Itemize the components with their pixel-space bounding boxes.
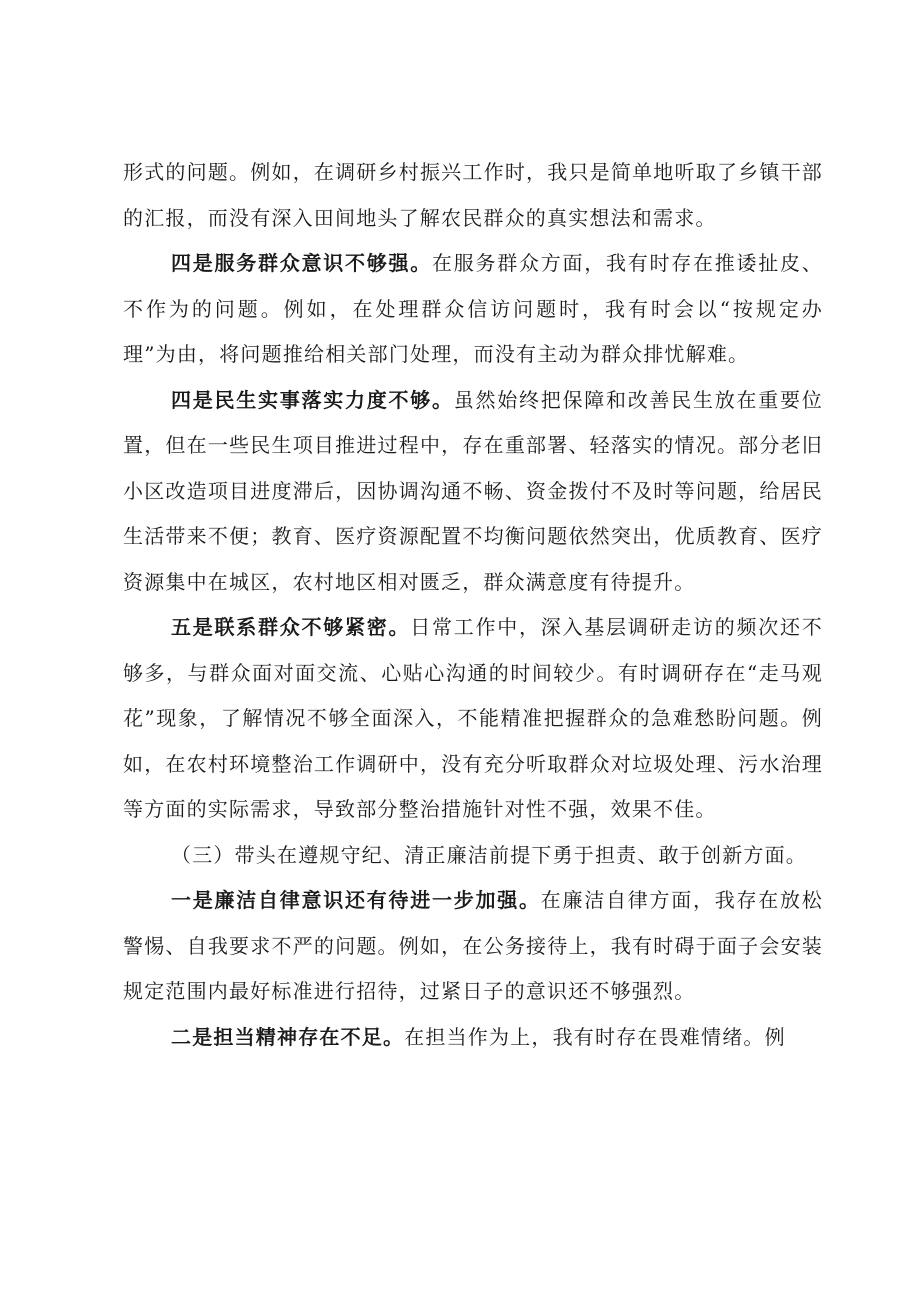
paragraph-continuation xyxy=(123,150,823,241)
paragraph-body: 在担当作为上，我有时存在畏难情绪。例 xyxy=(404,1024,786,1049)
paragraph-body: 在廉洁自律方面，我存在放松警惕、自我要求不严的问题。例如，在公务接待上，我有时碍于面子会安装规定范围内最好标准进行招待，过紧日子的意识还不够强烈。 xyxy=(123,888,823,1003)
paragraph-integrity xyxy=(123,878,823,1015)
paragraph-service-awareness xyxy=(123,241,823,378)
paragraph-lead: 四是民生实事落实力度不够。 xyxy=(171,387,454,412)
paragraph-lead: 二是担当精神存在不足。 xyxy=(171,1024,405,1049)
section-heading xyxy=(123,833,823,879)
document-body xyxy=(123,150,823,1060)
paragraph-lead: 四是服务群众意识不够强。 xyxy=(171,251,433,275)
paragraph-body: 在服务群众方面，我有时存在推诿扯皮、不作为的问题。例如，在处理群众信访问题时，我有时会以“按规定办理”为由，将问题推给相关部门处理，而没有主动为群众排忧解难。 xyxy=(123,251,823,366)
paragraph-lead: 一是廉洁自律意识还有待进一步加强。 xyxy=(171,888,541,912)
paragraph-body: 虽然始终把保障和改善民生放在重要位置，但在一些民生项目推进过程中，存在重部署、轻落实的情况。部分老旧小区改造项目进度滞后，因协调沟通不畅、资金拨付不及时等问题，给居民生活带来不便；教育、医疗资源配置不均衡问题依然突出，优质教育、医疗资源集中在城区，农村地区相对匮乏，群众满意度有待提升。 xyxy=(123,387,823,594)
paragraph-body: 形式的问题。例如，在调研乡村振兴工作时，我只是简单地听取了乡镇干部的汇报，而没有深入田间地头了解农民群众的真实想法和需求。 xyxy=(123,160,823,230)
section-heading-text: （三）带头在遵规守纪、清正廉洁前提下勇于担责、敢于创新方面。 xyxy=(171,842,807,867)
paragraph-lead: 五是联系群众不够紧密。 xyxy=(171,615,411,639)
paragraph-contact-masses xyxy=(123,605,823,833)
paragraph-responsibility xyxy=(123,1015,823,1061)
paragraph-livelihood-projects xyxy=(123,378,823,606)
paragraph-body: 日常工作中，深入基层调研走访的频次还不够多，与群众面对面交流、心贴心沟通的时间较少。有时调研存在“走马观花”现象，了解情况不够全面深入，不能精准把握群众的急难愁盼问题。例如，在农村环境整治工作调研中，没有充分听取群众对垃圾处理、污水治理等方面的实际需求，导致部分整治措施针对性不强，效果不佳。 xyxy=(123,615,823,821)
